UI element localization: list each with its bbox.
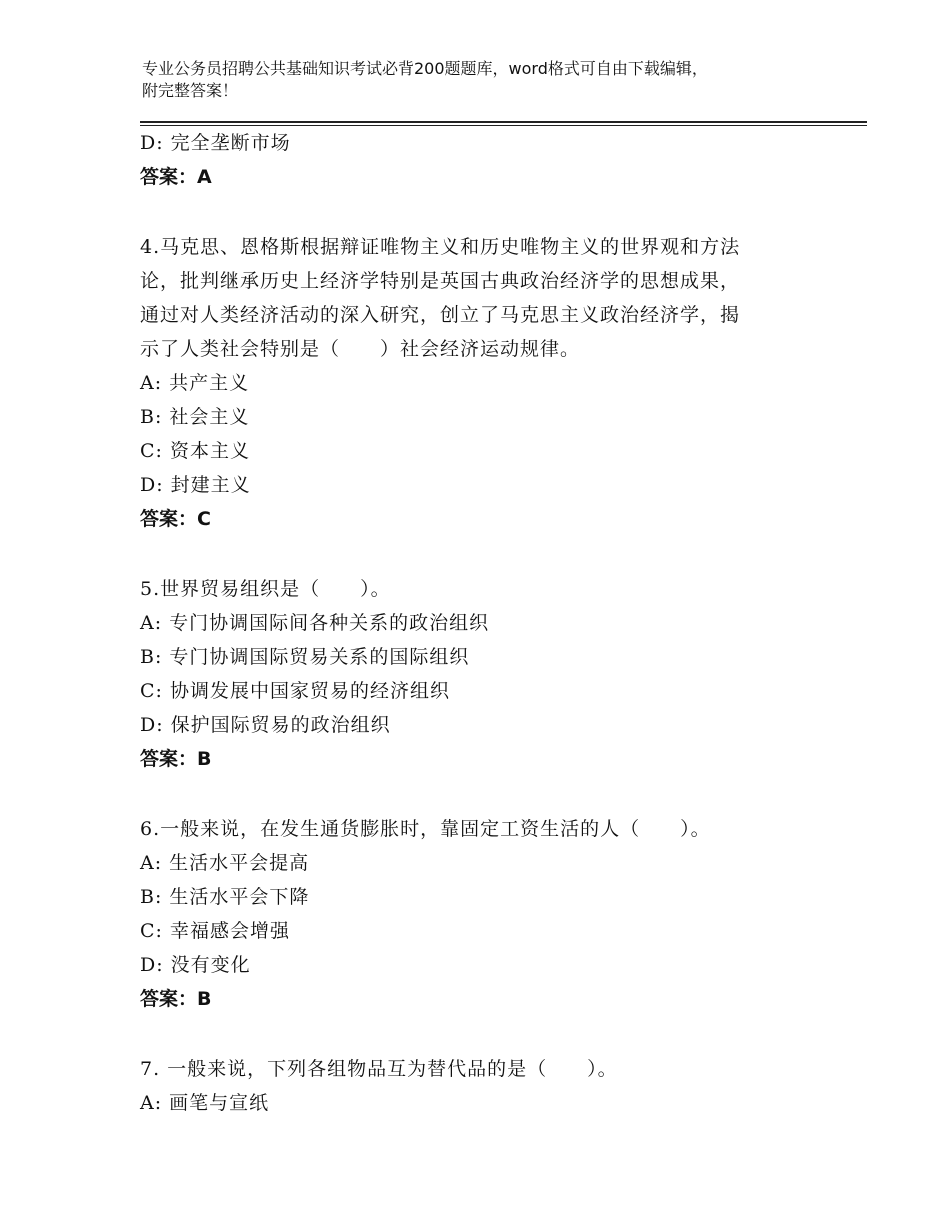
- q6-stem-line-1: 6.一般来说，在发生通货膨胀时，靠固定工资生活的人（ ）。: [140, 818, 711, 840]
- q7-stem-line-1: 7. 一般来说，下列各组物品互为替代品的是（ ）。: [140, 1058, 618, 1080]
- page-header: [142, 58, 812, 102]
- header-rule-thick: [140, 121, 867, 123]
- q4-option-d: D: 封建主义: [140, 474, 251, 496]
- q5-option-c: C: 协调发展中国家贸易的经济组织: [140, 680, 450, 702]
- q5-stem-line-1: 5.世界贸易组织是（ ）。: [140, 578, 391, 600]
- header-line-1: 专业公务员招聘公共基础知识考试必背200题题库，word格式可自由下载编辑，: [142, 59, 708, 78]
- q4-stem-line-1: 4.马克思、恩格斯根据辩证唯物主义和历史唯物主义的世界观和方法: [140, 236, 741, 258]
- question-5: [140, 572, 840, 776]
- q7-option-a: A: 画笔与宣纸: [140, 1092, 270, 1114]
- header-line-2: 附完整答案！: [142, 81, 239, 100]
- q4-answer: 答案：C: [140, 508, 211, 530]
- q4-option-a: A: 共产主义: [140, 372, 250, 394]
- q5-option-a: A: 专门协调国际间各种关系的政治组织: [140, 612, 490, 634]
- q3-answer: 答案：A: [140, 166, 212, 188]
- spacer: [140, 1016, 840, 1052]
- question-7: [140, 1052, 840, 1120]
- q4-option-c: C: 资本主义: [140, 440, 250, 462]
- q6-answer: 答案：B: [140, 988, 212, 1010]
- q6-option-a: A: 生活水平会提高: [140, 852, 310, 874]
- q6-option-d: D: 没有变化: [140, 954, 251, 976]
- q5-option-b: B: 专门协调国际贸易关系的国际组织: [140, 646, 470, 668]
- q5-answer: 答案：B: [140, 748, 212, 770]
- q4-option-b: B: 社会主义: [140, 406, 250, 428]
- q3-option-d: D: 完全垄断市场: [140, 132, 291, 154]
- q5-option-d: D: 保护国际贸易的政治组织: [140, 714, 391, 736]
- spacer: [140, 536, 840, 572]
- q6-option-c: C: 幸福感会增强: [140, 920, 290, 942]
- question-6: [140, 812, 840, 1016]
- q4-stem-line-4: 示了人类社会特别是（ ）社会经济运动规律。: [140, 338, 581, 360]
- spacer: [140, 776, 840, 812]
- q4-stem-line-3: 通过对人类经济活动的深入研究，创立了马克思主义政治经济学，揭: [140, 304, 741, 326]
- q6-option-b: B: 生活水平会下降: [140, 886, 310, 908]
- question-4: [140, 230, 840, 536]
- spacer: [140, 194, 840, 230]
- q4-stem-line-2: 论，批判继承历史上经济学特别是英国古典政治经济学的思想成果，: [140, 270, 741, 292]
- question-body: [140, 126, 840, 1120]
